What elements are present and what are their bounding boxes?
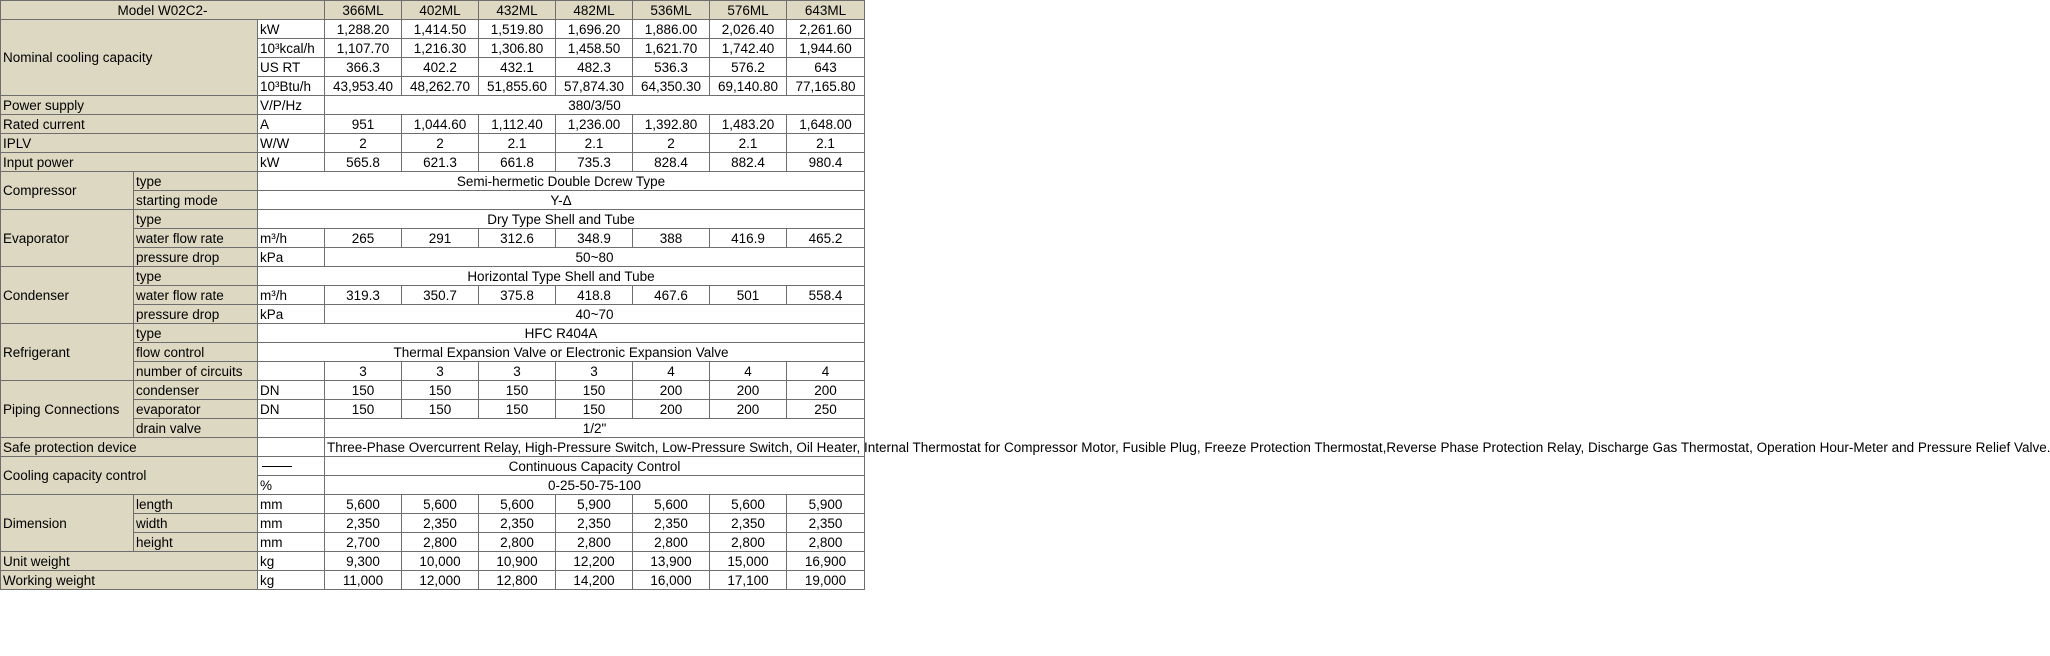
unit-cell: [258, 438, 325, 457]
value-cell: 643: [787, 58, 865, 77]
value-cell: 10,900: [479, 552, 556, 571]
row-label: Cooling capacity control: [1, 457, 258, 495]
value-cell: 4: [787, 362, 865, 381]
value-cell: 1,414.50: [402, 20, 479, 39]
value-cell: 5,600: [479, 495, 556, 514]
value-cell: 5,600: [325, 495, 402, 514]
value-cell: 150: [479, 400, 556, 419]
value-cell: 536.3: [633, 58, 710, 77]
value-cell: 576.2: [710, 58, 787, 77]
value-cell: 2: [402, 134, 479, 153]
table-row: [1, 381, 865, 400]
model-header: 536ML: [633, 1, 710, 20]
value-cell: 882.4: [710, 153, 787, 172]
model-header: 432ML: [479, 1, 556, 20]
value-cell: 735.3: [556, 153, 633, 172]
value-cell: 12,000: [402, 571, 479, 590]
value-cell: 482.3: [556, 58, 633, 77]
value-cell: Three-Phase Overcurrent Relay, High-Pressure Switch, Low-Pressure Switch, Oil Heater, Internal Thermostat for Compressor Motor, Fusible Plug, Freeze Protection Thermostat,Reverse Phase Protection Relay, Discharge Gas Thermostat, Operation Hour-Meter and Pressure Relief Valve.: [325, 438, 865, 457]
unit-cell: %: [258, 476, 325, 495]
value-cell: 1,886.00: [633, 20, 710, 39]
sub-label: pressure drop: [134, 305, 258, 324]
table-row: [1, 495, 865, 514]
value-cell: 200: [633, 400, 710, 419]
table-row: [1, 172, 865, 191]
dash-line: [262, 466, 292, 467]
value-cell: 951: [325, 115, 402, 134]
value-cell: Semi-hermetic Double Dcrew Type: [258, 172, 865, 191]
value-cell: 12,800: [479, 571, 556, 590]
value-cell: 350.7: [402, 286, 479, 305]
value-cell: 200: [787, 381, 865, 400]
value-cell: 1,216.30: [402, 39, 479, 58]
unit-cell: US RT: [258, 58, 325, 77]
value-cell: 14,200: [556, 571, 633, 590]
unit-cell: DN: [258, 400, 325, 419]
unit-cell: [258, 419, 325, 438]
value-cell: 40~70: [325, 305, 865, 324]
value-cell: 11,000: [325, 571, 402, 590]
value-cell: 3: [556, 362, 633, 381]
value-cell: 200: [633, 381, 710, 400]
value-cell: 150: [325, 400, 402, 419]
value-cell: 150: [402, 400, 479, 419]
value-cell: 980.4: [787, 153, 865, 172]
value-cell: 15,000: [710, 552, 787, 571]
value-cell: 1,392.80: [633, 115, 710, 134]
value-cell: 5,600: [710, 495, 787, 514]
value-cell: 402.2: [402, 58, 479, 77]
row-label: Condenser: [1, 267, 134, 324]
table-row: [1, 438, 865, 457]
row-label: Compressor: [1, 172, 134, 210]
table-row: [1, 115, 865, 134]
unit-cell: mm: [258, 514, 325, 533]
value-cell: 312.6: [479, 229, 556, 248]
sub-label: type: [134, 324, 258, 343]
value-cell: 1,648.00: [787, 115, 865, 134]
unit-cell: 10³kcal/h: [258, 39, 325, 58]
model-label: Model W02C2-: [1, 1, 325, 20]
value-cell: 2,026.40: [710, 20, 787, 39]
unit-cell: kW: [258, 20, 325, 39]
value-cell: 69,140.80: [710, 77, 787, 96]
table-row: [1, 134, 865, 153]
value-cell: 265: [325, 229, 402, 248]
value-cell: 2,800: [479, 533, 556, 552]
sub-label: condenser: [134, 381, 258, 400]
row-label: Safe protection device: [1, 438, 258, 457]
value-cell: 621.3: [402, 153, 479, 172]
value-cell: 2,800: [787, 533, 865, 552]
value-cell: 661.8: [479, 153, 556, 172]
unit-cell: 10³Btu/h: [258, 77, 325, 96]
table-row: [1, 96, 865, 115]
row-label: Power supply: [1, 96, 258, 115]
value-cell: 57,874.30: [556, 77, 633, 96]
value-cell: 150: [402, 381, 479, 400]
value-cell: 48,262.70: [402, 77, 479, 96]
value-cell: 2.1: [479, 134, 556, 153]
value-cell: 5,900: [787, 495, 865, 514]
row-label: Input power: [1, 153, 258, 172]
value-cell: 2,261.60: [787, 20, 865, 39]
value-cell: 0-25-50-75-100: [325, 476, 865, 495]
row-label: Nominal cooling capacity: [1, 20, 258, 96]
unit-cell: kPa: [258, 305, 325, 324]
value-cell: 1/2": [325, 419, 865, 438]
table-row: [1, 20, 865, 39]
value-cell: 416.9: [710, 229, 787, 248]
value-cell: 1,107.70: [325, 39, 402, 58]
table-row: [1, 267, 865, 286]
header-row: [1, 1, 865, 20]
sub-label: evaporator: [134, 400, 258, 419]
table-row: [1, 571, 865, 590]
value-cell: Horizontal Type Shell and Tube: [258, 267, 865, 286]
sub-label: type: [134, 267, 258, 286]
unit-cell: A: [258, 115, 325, 134]
value-cell: 2,800: [633, 533, 710, 552]
sub-label: drain valve: [134, 419, 258, 438]
value-cell: 388: [633, 229, 710, 248]
value-cell: 12,200: [556, 552, 633, 571]
value-cell: 4: [633, 362, 710, 381]
value-cell: 1,483.20: [710, 115, 787, 134]
value-cell: 2,800: [556, 533, 633, 552]
value-cell: 2,350: [710, 514, 787, 533]
value-cell: 200: [710, 400, 787, 419]
table-row: [1, 210, 865, 229]
value-cell: 1,742.40: [710, 39, 787, 58]
value-cell: 150: [556, 381, 633, 400]
sub-label: starting mode: [134, 191, 258, 210]
row-label: Working weight: [1, 571, 258, 590]
sub-label: length: [134, 495, 258, 514]
table-row: [1, 153, 865, 172]
model-header: 366ML: [325, 1, 402, 20]
value-cell: 77,165.80: [787, 77, 865, 96]
sub-label: water flow rate: [134, 229, 258, 248]
unit-cell: mm: [258, 495, 325, 514]
value-cell: 5,600: [402, 495, 479, 514]
model-header: 576ML: [710, 1, 787, 20]
model-header: 402ML: [402, 1, 479, 20]
value-cell: 9,300: [325, 552, 402, 571]
unit-cell: [258, 457, 325, 476]
sub-label: type: [134, 210, 258, 229]
sub-label: water flow rate: [134, 286, 258, 305]
sub-label: flow control: [134, 343, 258, 362]
row-label: Piping Connections: [1, 381, 134, 438]
value-cell: 250: [787, 400, 865, 419]
unit-cell: m³/h: [258, 286, 325, 305]
row-label: Refrigerant: [1, 324, 134, 381]
value-cell: 4: [710, 362, 787, 381]
value-cell: 2,350: [479, 514, 556, 533]
row-label: IPLV: [1, 134, 258, 153]
unit-cell: kW: [258, 153, 325, 172]
unit-cell: W/W: [258, 134, 325, 153]
value-cell: 432.1: [479, 58, 556, 77]
value-cell: 2,350: [325, 514, 402, 533]
value-cell: 2,800: [402, 533, 479, 552]
sub-label: width: [134, 514, 258, 533]
value-cell: 1,306.80: [479, 39, 556, 58]
value-cell: 2,700: [325, 533, 402, 552]
value-cell: 16,900: [787, 552, 865, 571]
value-cell: 1,944.60: [787, 39, 865, 58]
value-cell: 50~80: [325, 248, 865, 267]
value-cell: 2.1: [787, 134, 865, 153]
value-cell: 465.2: [787, 229, 865, 248]
value-cell: Dry Type Shell and Tube: [258, 210, 865, 229]
value-cell: 1,044.60: [402, 115, 479, 134]
value-cell: 1,112.40: [479, 115, 556, 134]
value-cell: Continuous Capacity Control: [325, 457, 865, 476]
value-cell: 1,288.20: [325, 20, 402, 39]
unit-cell: kg: [258, 571, 325, 590]
value-cell: 3: [325, 362, 402, 381]
value-cell: 1,458.50: [556, 39, 633, 58]
sub-label: pressure drop: [134, 248, 258, 267]
value-cell: 17,100: [710, 571, 787, 590]
model-header: 482ML: [556, 1, 633, 20]
value-cell: 380/3/50: [325, 96, 865, 115]
value-cell: 19,000: [787, 571, 865, 590]
value-cell: 2.1: [556, 134, 633, 153]
table-row: [1, 457, 865, 476]
value-cell: 565.8: [325, 153, 402, 172]
value-cell: 366.3: [325, 58, 402, 77]
row-label: Dimension: [1, 495, 134, 552]
value-cell: 418.8: [556, 286, 633, 305]
unit-cell: [258, 362, 325, 381]
sub-label: type: [134, 172, 258, 191]
value-cell: 1,236.00: [556, 115, 633, 134]
value-cell: Thermal Expansion Valve or Electronic Expansion Valve: [258, 343, 865, 362]
value-cell: 375.8: [479, 286, 556, 305]
value-cell: 150: [325, 381, 402, 400]
row-label: Evaporator: [1, 210, 134, 267]
value-cell: 828.4: [633, 153, 710, 172]
unit-cell: V/P/Hz: [258, 96, 325, 115]
table-row: [1, 324, 865, 343]
value-cell: 2: [325, 134, 402, 153]
value-cell: 200: [710, 381, 787, 400]
sub-label: height: [134, 533, 258, 552]
value-cell: 150: [479, 381, 556, 400]
value-cell: 16,000: [633, 571, 710, 590]
value-cell: 319.3: [325, 286, 402, 305]
value-cell: 558.4: [787, 286, 865, 305]
value-cell: 13,900: [633, 552, 710, 571]
unit-cell: m³/h: [258, 229, 325, 248]
value-cell: 150: [556, 400, 633, 419]
value-cell: 291: [402, 229, 479, 248]
sub-label: number of circuits: [134, 362, 258, 381]
value-cell: 51,855.60: [479, 77, 556, 96]
value-cell: 2.1: [710, 134, 787, 153]
value-cell: 64,350.30: [633, 77, 710, 96]
value-cell: 3: [479, 362, 556, 381]
row-label: Unit weight: [1, 552, 258, 571]
value-cell: 1,519.80: [479, 20, 556, 39]
value-cell: 501: [710, 286, 787, 305]
value-cell: HFC R404A: [258, 324, 865, 343]
value-cell: 2,350: [787, 514, 865, 533]
value-cell: 2: [633, 134, 710, 153]
value-cell: 2,350: [556, 514, 633, 533]
value-cell: 43,953.40: [325, 77, 402, 96]
model-header: 643ML: [787, 1, 865, 20]
value-cell: 10,000: [402, 552, 479, 571]
unit-cell: kPa: [258, 248, 325, 267]
value-cell: 2,800: [710, 533, 787, 552]
value-cell: Y-Δ: [258, 191, 865, 210]
unit-cell: DN: [258, 381, 325, 400]
value-cell: 5,600: [633, 495, 710, 514]
value-cell: 467.6: [633, 286, 710, 305]
value-cell: 2,350: [633, 514, 710, 533]
value-cell: 2,350: [402, 514, 479, 533]
unit-cell: mm: [258, 533, 325, 552]
value-cell: 3: [402, 362, 479, 381]
row-label: Rated current: [1, 115, 258, 134]
table-row: [1, 552, 865, 571]
value-cell: 1,621.70: [633, 39, 710, 58]
value-cell: 348.9: [556, 229, 633, 248]
unit-cell: kg: [258, 552, 325, 571]
value-cell: 1,696.20: [556, 20, 633, 39]
value-cell: 5,900: [556, 495, 633, 514]
